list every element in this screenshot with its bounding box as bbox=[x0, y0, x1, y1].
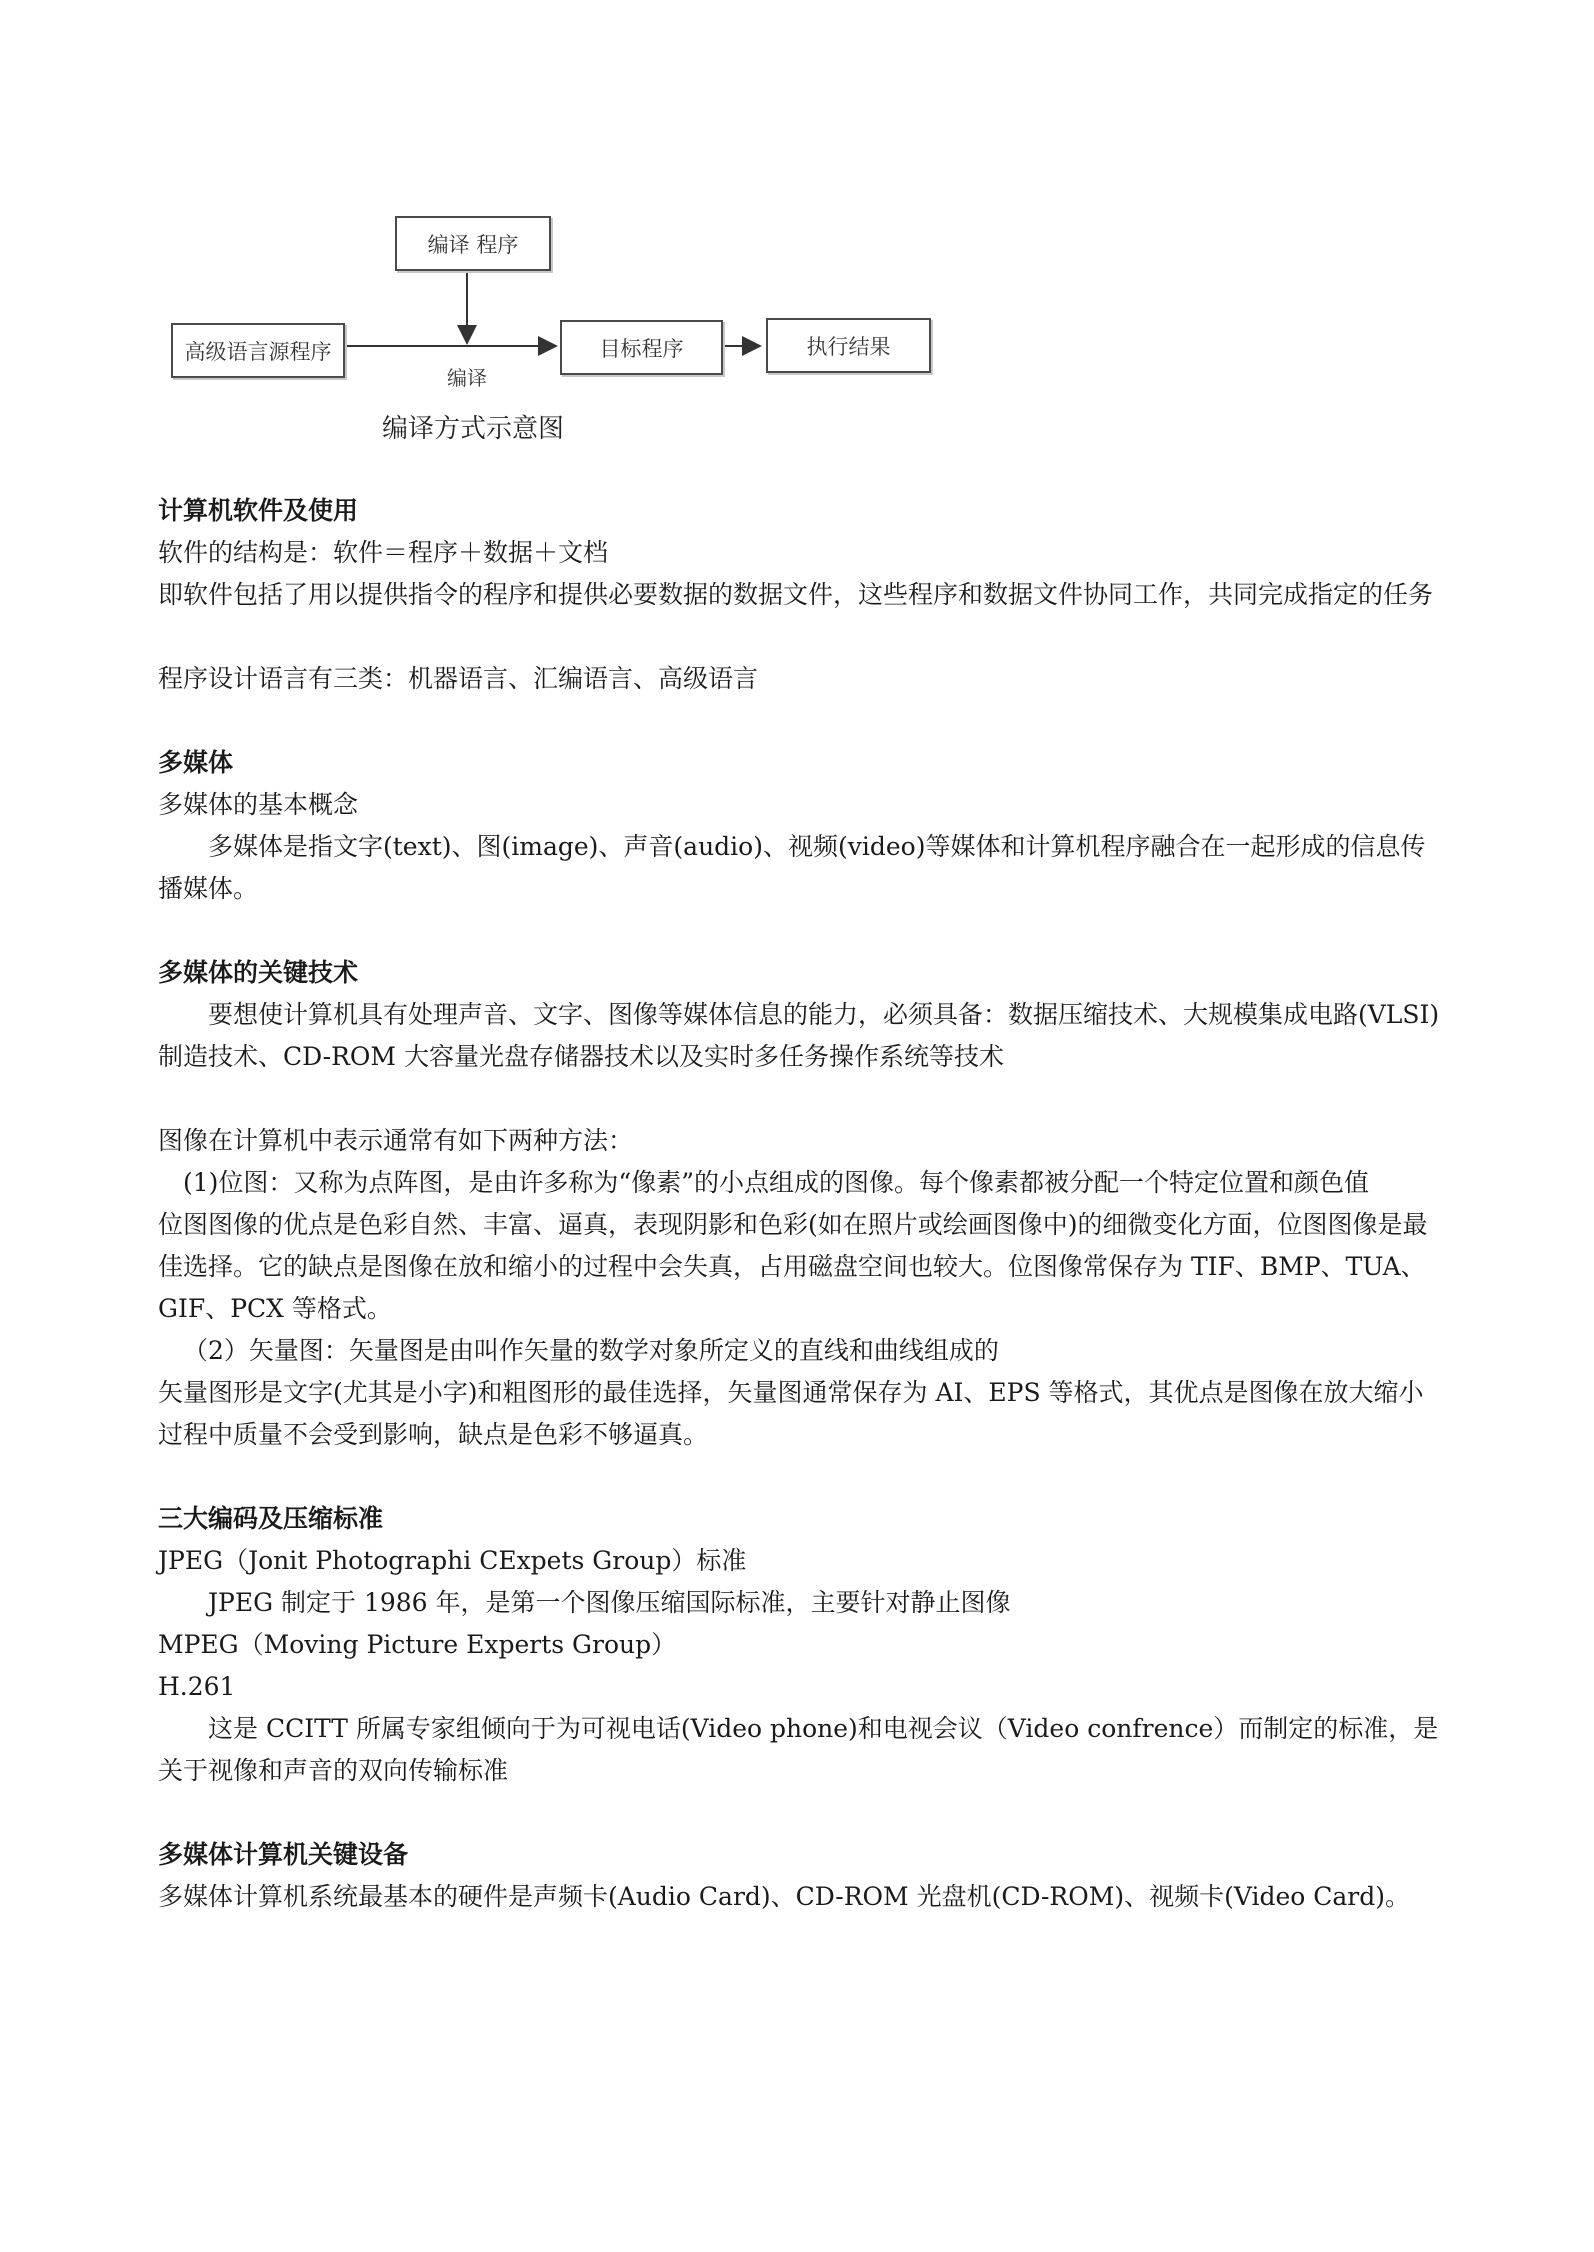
document-body bbox=[158, 490, 1448, 1918]
compile-diagram bbox=[0, 0, 1594, 444]
heading-software: 计算机软件及使用 bbox=[158, 496, 359, 525]
paragraph: 多媒体计算机系统最基本的硬件是声频卡(Audio Card)、CD-ROM 光盘机(CD-ROM)、视频卡(Video Card)。 bbox=[158, 1882, 1411, 1911]
source-program-box: 高级语言源程序 bbox=[171, 323, 345, 378]
paragraph: 多媒体是指文字(text)、图(image)、声音(audio)、视频(video)等媒体和计算机程序融合在一起形成的信息传播媒体。 bbox=[158, 832, 1426, 903]
paragraph: 多媒体的基本概念 bbox=[158, 790, 359, 819]
target-program-box: 目标程序 bbox=[560, 320, 723, 375]
paragraph: 程序设计语言有三类：机器语言、汇编语言、高级语言 bbox=[158, 664, 759, 693]
heading-devices: 多媒体计算机关键设备 bbox=[158, 1840, 409, 1869]
heading-multimedia: 多媒体 bbox=[158, 748, 234, 777]
paragraph: (1)位图：又称为点阵图，是由许多称为“像素”的小点组成的图像。每个像素都被分配一个特定位置和颜色值 bbox=[183, 1168, 1369, 1197]
paragraph: 这是 CCITT 所属专家组倾向于为可视电话(Video phone)和电视会议（Video confrence）而制定的标准，是关于视像和声音的双向传输标准 bbox=[158, 1714, 1439, 1785]
paragraph: 位图图像的优点是色彩自然、丰富、逼真，表现阴影和色彩(如在照片或绘画图像中)的细微变化方面，位图图像是最佳选择。它的缺点是图像在放和缩小的过程中会失真，占用磁盘空间也较大。位图像常保存为 TIF、BMP、TUA、GIF、PCX 等格式。 bbox=[158, 1210, 1428, 1323]
diagram-caption: 编译方式示意图 bbox=[382, 414, 565, 444]
paragraph: 软件的结构是：软件＝程序＋数据＋文档 bbox=[158, 538, 609, 567]
heading-standards: 三大编码及压缩标准 bbox=[158, 1504, 384, 1533]
paragraph: 即软件包括了用以提供指令的程序和提供必要数据的数据文件，这些程序和数据文件协同工作，共同完成指定的任务 bbox=[158, 580, 1434, 609]
paragraph: JPEG 制定于 1986 年，是第一个图像压缩国际标准，主要针对静止图像 bbox=[208, 1588, 1011, 1617]
paragraph: H.261 bbox=[158, 1672, 236, 1701]
paragraph: 矢量图形是文字(尤其是小字)和粗图形的最佳选择，矢量图通常保存为 AI、EPS 等格式，其优点是图像在放大缩小过程中质量不会受到影响，缺点是色彩不够逼真。 bbox=[158, 1378, 1424, 1449]
paragraph: 图像在计算机中表示通常有如下两种方法： bbox=[158, 1126, 634, 1155]
paragraph: （2）矢量图：矢量图是由叫作矢量的数学对象所定义的直线和曲线组成的 bbox=[183, 1336, 999, 1365]
paragraph: 要想使计算机具有处理声音、文字、图像等媒体信息的能力，必须具备：数据压缩技术、大规模集成电路(VLSI)制造技术、CD-ROM 大容量光盘存储器技术以及实时多任务操作系统等技术 bbox=[158, 1000, 1440, 1071]
compile-edge-label: 编译 bbox=[447, 366, 487, 390]
paragraph: MPEG（Moving Picture Experts Group） bbox=[158, 1630, 677, 1659]
compiler-program-box: 编译 程序 bbox=[395, 216, 551, 271]
paragraph: JPEG（Jonit Photographi CExpets Group）标准 bbox=[158, 1546, 747, 1575]
heading-key-tech: 多媒体的关键技术 bbox=[158, 958, 359, 987]
execution-result-box: 执行结果 bbox=[766, 318, 931, 373]
